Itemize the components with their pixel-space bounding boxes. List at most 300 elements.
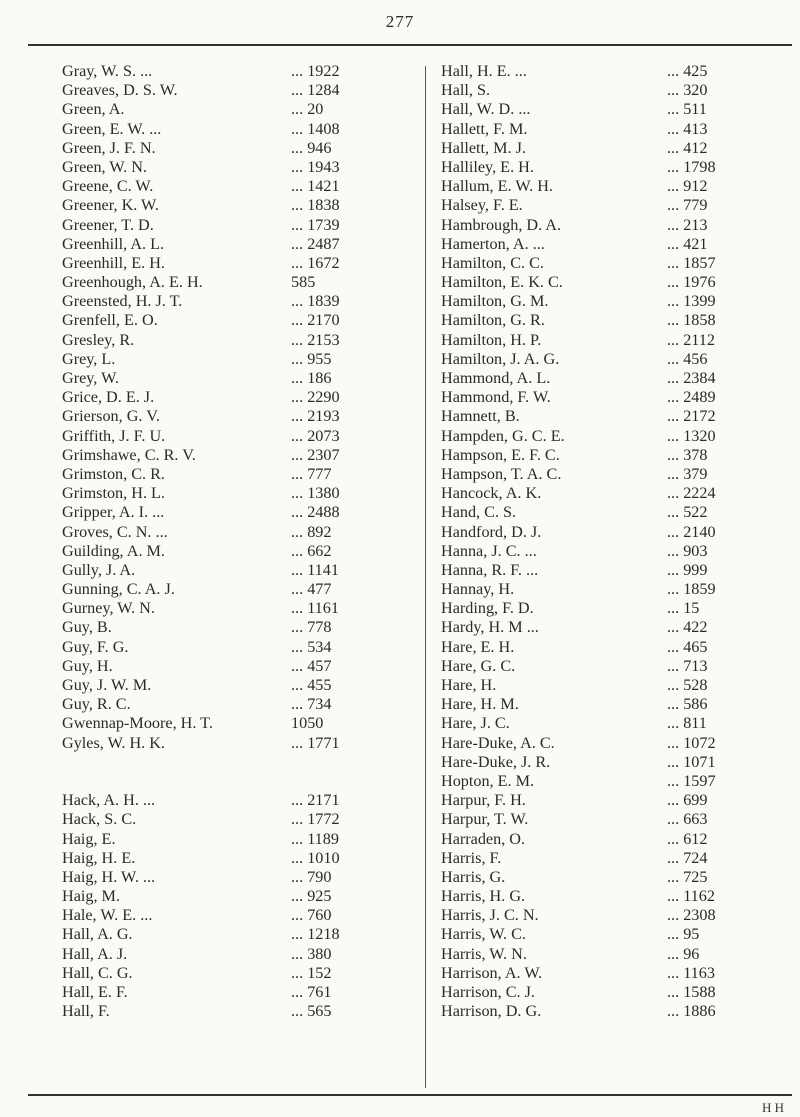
entry-name: Harrison, C. J.: [441, 983, 535, 1001]
index-entry: [62, 369, 407, 388]
entry-name: Grimshawe, C. R. V.: [62, 445, 196, 464]
index-entry: [441, 810, 781, 829]
entry-number: ... 2307: [291, 445, 340, 464]
entry-name: Harris, G.: [441, 867, 506, 886]
entry-number: ... 2073: [291, 426, 340, 445]
entry-name: Gripper, A. I. ...: [62, 503, 165, 522]
entry-number: ... 946: [291, 138, 332, 157]
index-entry: [62, 580, 407, 599]
index-entry: [441, 216, 781, 235]
entry-number: ... 565: [291, 1002, 332, 1021]
index-entry: [62, 139, 407, 158]
index-entry: [441, 695, 781, 714]
index-entry: [62, 925, 407, 944]
entry-name: Griffith, J. F. U.: [62, 426, 166, 445]
index-entry: [62, 120, 407, 139]
index-entry: [62, 734, 407, 753]
entry-number: ... 724: [667, 848, 708, 867]
entry-number: ... 412: [667, 138, 708, 157]
index-entry: [441, 311, 781, 330]
index-entry: [62, 638, 407, 657]
entry-number: ... 2172: [667, 407, 716, 426]
index-entry: [441, 561, 781, 580]
index-entry: [62, 983, 407, 1002]
entry-number: ... 477: [291, 580, 332, 599]
entry-name: Hampson, E. F. C.: [441, 445, 560, 464]
entry-name: Hare-Duke, A. C.: [441, 733, 555, 752]
index-entry: [441, 542, 781, 561]
index-entry: [441, 849, 781, 868]
entry-number: ... 1976: [667, 273, 716, 292]
entry-number: ... 1922: [291, 62, 340, 80]
entry-name: Grice, D. E. J.: [62, 388, 155, 407]
index-entry: [62, 100, 407, 119]
entry-number: ... 2112: [667, 330, 715, 349]
index-entry: [62, 196, 407, 215]
entry-number: ... 465: [667, 637, 708, 656]
entry-name: Hall, A. J.: [62, 944, 128, 963]
index-entry: [441, 964, 781, 983]
entry-number: ... 20: [291, 100, 324, 119]
bottom-rule: [28, 1094, 792, 1096]
entry-name: Grimston, H. L.: [62, 484, 165, 503]
index-entry: [62, 254, 407, 273]
entry-number: ... 777: [291, 464, 332, 483]
entry-number: ... 811: [667, 714, 707, 733]
entry-number: ... 1218: [291, 925, 340, 944]
entry-name: Hamilton, C. C.: [441, 253, 544, 272]
index-entry: [441, 1002, 781, 1021]
index-entry: [441, 369, 781, 388]
entry-name: Green, E. W. ...: [62, 119, 162, 138]
entry-name: Harris, H. G.: [441, 887, 526, 906]
entry-number: ... 379: [667, 464, 708, 483]
index-entry: [62, 523, 407, 542]
index-entry: [441, 331, 781, 350]
entry-number: ... 1408: [291, 119, 340, 138]
index-entry: [62, 753, 407, 772]
index-entry: [62, 235, 407, 254]
entry-name: Gyles, W. H. K.: [62, 733, 165, 752]
entry-number: ... 1798: [667, 157, 716, 176]
index-entry: [62, 427, 407, 446]
entry-name: Groves, C. N. ...: [62, 522, 168, 541]
entry-number: ... 925: [291, 887, 332, 906]
entry-number: ... 734: [291, 695, 332, 714]
index-entry: [62, 810, 407, 829]
entry-number: ... 15: [667, 599, 700, 618]
entry-number: ... 2487: [291, 234, 340, 253]
entry-name: Harris, W. N.: [441, 944, 527, 963]
entry-number: ... 534: [291, 637, 332, 656]
entry-name: Hamilton, E. K. C.: [441, 273, 563, 292]
entry-name: Hamilton, G. R.: [441, 311, 545, 330]
entry-number: ... 1010: [291, 848, 340, 867]
entry-number: ... 1597: [667, 771, 716, 790]
entry-name: Hall, S.: [441, 81, 491, 100]
index-entry: [62, 830, 407, 849]
index-entry: [62, 945, 407, 964]
entry-number: ... 511: [667, 100, 707, 119]
entry-number: ... 612: [667, 829, 708, 848]
entry-name: Hamilton, G. M.: [441, 292, 549, 311]
entry-number: ... 213: [667, 215, 708, 234]
entry-name: Hamerton, A. ...: [441, 234, 545, 253]
entry-number: ... 1857: [667, 253, 716, 272]
entry-number: ... 152: [291, 963, 332, 982]
entry-name: Hare, E. H.: [441, 637, 515, 656]
entry-name: Greener, K. W.: [62, 196, 159, 215]
index-entry: [441, 925, 781, 944]
entry-number: ... 586: [667, 695, 708, 714]
entry-name: Hall, F.: [62, 1002, 110, 1021]
index-entry: [62, 503, 407, 522]
entry-number: ... 1163: [667, 963, 715, 982]
entry-number: ... 2153: [291, 330, 340, 349]
entry-name: Grey, L.: [62, 349, 116, 368]
index-entry: [62, 273, 407, 292]
entry-number: ... 320: [667, 81, 708, 100]
entry-number: ... 96: [667, 944, 700, 963]
entry-name: Hall, W. D. ...: [441, 100, 531, 119]
entry-name: Handford, D. J.: [441, 522, 542, 541]
index-entry: [441, 465, 781, 484]
entry-name: Hall, C. G.: [62, 963, 133, 982]
index-entry: [62, 407, 407, 426]
entry-number: ... 1320: [667, 426, 716, 445]
entry-name: Hare, H. M.: [441, 695, 519, 714]
entry-number: ... 1858: [667, 311, 716, 330]
entry-number: ... 761: [291, 983, 332, 1001]
index-entry: [441, 177, 781, 196]
entry-number: ... 1838: [291, 196, 340, 215]
entry-name: Hallett, M. J.: [441, 138, 526, 157]
index-entry: [441, 120, 781, 139]
entry-number: ... 1284: [291, 81, 340, 100]
entry-number: ... 2170: [291, 311, 340, 330]
index-entry: [62, 714, 407, 733]
index-entry: [441, 599, 781, 618]
entry-number: ... 955: [291, 349, 332, 368]
entry-number: ... 2489: [667, 388, 716, 407]
entry-name: Guy, B.: [62, 618, 112, 637]
entry-name: Hardy, H. M ...: [441, 618, 539, 637]
entry-number: ... 2308: [667, 906, 716, 925]
index-entry: [441, 580, 781, 599]
entry-name: Harding, F. D.: [441, 599, 534, 618]
entry-number: ... 455: [291, 676, 332, 694]
entry-number: ... 903: [667, 541, 708, 560]
index-entry: [441, 292, 781, 311]
entry-number: ... 2290: [291, 388, 340, 407]
entry-number: ... 2140: [667, 522, 716, 541]
index-entry: [62, 350, 407, 369]
entry-number: ... 1588: [667, 983, 716, 1001]
index-entry: [62, 1002, 407, 1021]
entry-name: Hanna, R. F. ...: [441, 560, 539, 579]
entry-name: Harpur, T. W.: [441, 810, 529, 829]
entry-number: ... 1421: [291, 177, 340, 196]
index-entry: [441, 100, 781, 119]
index-entry: [441, 273, 781, 292]
index-entry: [441, 158, 781, 177]
entry-name: Greenhill, A. L.: [62, 234, 165, 253]
entry-name: Green, J. F. N.: [62, 138, 156, 157]
entry-number: ... 1380: [291, 484, 340, 503]
entry-name: Gresley, R.: [62, 330, 135, 349]
index-entry: [441, 830, 781, 849]
entry-name: Greenhough, A. E. H.: [62, 273, 203, 292]
entry-number: ... 699: [667, 791, 708, 810]
entry-name: Greenhill, E. H.: [62, 253, 165, 272]
right-index-column: [441, 62, 781, 1021]
entry-name: Hopton, E. M.: [441, 771, 535, 790]
entry-number: ... 425: [667, 62, 708, 80]
entry-number: ... 413: [667, 119, 708, 138]
entry-number: ... 95: [667, 925, 700, 944]
index-entry: [62, 292, 407, 311]
index-entry: [441, 62, 781, 81]
page-number: 277: [385, 12, 415, 31]
entry-name: Grimston, C. R.: [62, 464, 165, 483]
index-entry: [441, 753, 781, 772]
entry-name: Hammond, F. W.: [441, 388, 551, 407]
entry-number: ... 912: [667, 177, 708, 196]
entry-name: Gwennap-Moore, H. T.: [62, 714, 213, 733]
entry-number: ... 662: [291, 541, 332, 560]
entry-name: Hand, C. S.: [441, 503, 517, 522]
entry-name: Gunning, C. A. J.: [62, 580, 175, 599]
entry-name: Guy, J. W. M.: [62, 676, 152, 694]
entry-number: ... 186: [291, 369, 332, 387]
entry-name: Hall, E. F.: [62, 983, 128, 1001]
entry-name: Harrison, D. G.: [441, 1002, 542, 1021]
entry-number: ... 2193: [291, 407, 340, 426]
index-entry: [441, 427, 781, 446]
entry-name: Hampson, T. A. C.: [441, 464, 562, 483]
index-entry: [62, 216, 407, 235]
entry-name: Hare, J. C.: [441, 714, 510, 733]
entry-name: Hare, H.: [441, 676, 497, 694]
index-entry: [441, 983, 781, 1002]
index-entry: [441, 446, 781, 465]
index-entry: [441, 657, 781, 676]
entry-number: ... 1399: [667, 292, 716, 311]
entry-number: ... 1672: [291, 253, 340, 272]
entry-name: Gurney, W. N.: [62, 599, 155, 618]
entry-number: ... 1189: [291, 829, 339, 848]
index-entry: [62, 62, 407, 81]
entry-name: Hamilton, H. P.: [441, 330, 542, 349]
entry-name: Harraden, O.: [441, 829, 526, 848]
index-entry: [62, 772, 407, 791]
index-entry: [62, 542, 407, 561]
entry-name: Greensted, H. J. T.: [62, 292, 183, 311]
index-entry: [62, 791, 407, 810]
index-entry: [62, 484, 407, 503]
entry-number: ... 528: [667, 676, 708, 694]
entry-name: Guy, R. C.: [62, 695, 131, 714]
index-entry: [62, 849, 407, 868]
entry-name: Haig, M.: [62, 887, 120, 906]
column-divider: [425, 66, 426, 1088]
entry-name: Hare, G. C.: [441, 656, 516, 675]
index-entry: [441, 484, 781, 503]
entry-number: ... 760: [291, 906, 332, 925]
entry-name: Hallum, E. W. H.: [441, 177, 553, 196]
index-entry: [441, 350, 781, 369]
entry-number: ... 1943: [291, 157, 340, 176]
entry-name: Hale, W. E. ...: [62, 906, 153, 925]
entry-name: Hall, H. E. ...: [441, 62, 527, 80]
index-entry: [62, 618, 407, 637]
entry-number: ... 713: [667, 656, 708, 675]
entry-number: ... 1772: [291, 810, 340, 829]
entry-number: ... 2224: [667, 484, 716, 503]
index-entry: [62, 331, 407, 350]
entry-number: ... 2171: [291, 791, 340, 810]
entry-number: ... 1739: [291, 215, 340, 234]
entry-name: Hannay, H.: [441, 580, 515, 599]
entry-number: ... 725: [667, 867, 708, 886]
entry-name: Greene, C. W.: [62, 177, 154, 196]
entry-number: ... 421: [667, 234, 708, 253]
index-entry: [62, 695, 407, 714]
entry-name: Hambrough, D. A.: [441, 215, 562, 234]
entry-name: Hamnett, B.: [441, 407, 520, 426]
entry-number: ... 2384: [667, 369, 716, 387]
entry-name: Harrison, A. W.: [441, 963, 543, 982]
index-entry: [441, 868, 781, 887]
entry-name: Harris, W. C.: [441, 925, 526, 944]
entry-name: Haig, H. E.: [62, 848, 136, 867]
index-entry: [441, 235, 781, 254]
entry-number: ... 422: [667, 618, 708, 637]
index-entry: [441, 714, 781, 733]
entry-name: Haig, H. W. ...: [62, 867, 156, 886]
entry-name: Hack, S. C.: [62, 810, 137, 829]
index-entry: [441, 503, 781, 522]
entry-number: ... 1839: [291, 292, 340, 311]
index-entry: [441, 734, 781, 753]
index-entry: [62, 81, 407, 100]
entry-number: ... 2488: [291, 503, 340, 522]
index-entry: [62, 158, 407, 177]
entry-name: Green, A.: [62, 100, 125, 119]
index-entry: [62, 887, 407, 906]
entry-name: Guy, H.: [62, 656, 113, 675]
entry-number: ... 522: [667, 503, 708, 522]
index-entry: [441, 618, 781, 637]
index-entry: [441, 945, 781, 964]
index-entry: [62, 906, 407, 925]
index-entry: [441, 791, 781, 810]
entry-number: ... 457: [291, 656, 332, 675]
entry-name: Halliley, E. H.: [441, 157, 534, 176]
index-entry: [62, 561, 407, 580]
index-entry: [62, 388, 407, 407]
entry-name: Hack, A. H. ...: [62, 791, 156, 810]
entry-number: ... 1886: [667, 1002, 716, 1021]
top-rule: [28, 44, 792, 46]
index-entry: [62, 964, 407, 983]
entry-name: Hancock, A. K.: [441, 484, 542, 503]
index-entry: [441, 407, 781, 426]
index-entry: [62, 599, 407, 618]
entry-name: Hare-Duke, J. R.: [441, 752, 551, 771]
entry-number: ... 380: [291, 944, 332, 963]
entry-number: ... 999: [667, 560, 708, 579]
entry-name: Halsey, F. E.: [441, 196, 523, 215]
entry-name: Greaves, D. S. W.: [62, 81, 178, 100]
index-entry: [62, 465, 407, 484]
entry-name: Haig, E.: [62, 829, 116, 848]
entry-number: ... 1161: [291, 599, 339, 618]
index-entry: [441, 772, 781, 791]
index-entry: [441, 196, 781, 215]
entry-number: ... 1859: [667, 580, 716, 599]
entry-number: ... 378: [667, 445, 708, 464]
entry-number: ... 790: [291, 867, 332, 886]
entry-number: ... 892: [291, 522, 332, 541]
entry-number: ... 1162: [667, 887, 715, 906]
entry-number: ... 778: [291, 618, 332, 637]
entry-name: Harpur, F. H.: [441, 791, 526, 810]
index-entry: [441, 254, 781, 273]
index-entry: [441, 887, 781, 906]
entry-number: ... 456: [667, 349, 708, 368]
entry-name: Gully, J. A.: [62, 560, 136, 579]
index-entry: [441, 676, 781, 695]
entry-number: ... 663: [667, 810, 708, 829]
entry-name: Hanna, J. C. ...: [441, 541, 537, 560]
entry-name: Hammond, A. L.: [441, 369, 551, 387]
entry-name: Guy, F. G.: [62, 637, 129, 656]
entry-number: ... 1141: [291, 560, 339, 579]
entry-name: Gray, W. S. ...: [62, 62, 153, 80]
entry-name: Hamilton, J. A. G.: [441, 349, 560, 368]
entry-number: 1050: [291, 714, 324, 733]
index-entry: [62, 868, 407, 887]
entry-number: ... 1072: [667, 733, 716, 752]
index-entry: [62, 676, 407, 695]
index-entry: [62, 311, 407, 330]
entry-name: Guilding, A. M.: [62, 541, 165, 560]
entry-number: ... 1771: [291, 733, 340, 752]
left-index-column: [62, 62, 407, 1021]
entry-name: Grierson, G. V.: [62, 407, 160, 426]
entry-name: Hampden, G. C. E.: [441, 426, 565, 445]
entry-name: Greener, T. D.: [62, 215, 154, 234]
entry-name: Hall, A. G.: [62, 925, 133, 944]
entry-number: ... 779: [667, 196, 708, 215]
index-entry: [441, 81, 781, 100]
entry-name: Hallett, F. M.: [441, 119, 528, 138]
index-entry: [62, 177, 407, 196]
signature-mark: H H: [762, 1100, 785, 1115]
index-entry: [441, 388, 781, 407]
index-entry: [441, 638, 781, 657]
index-entry: [62, 657, 407, 676]
index-entry: [441, 139, 781, 158]
entry-name: Green, W. N.: [62, 157, 147, 176]
entry-name: Grey, W.: [62, 369, 119, 387]
entry-name: Harris, F.: [441, 848, 502, 867]
entry-name: Harris, J. C. N.: [441, 906, 539, 925]
index-entry: [441, 523, 781, 542]
entry-number: 585: [291, 273, 316, 292]
index-entry: [441, 906, 781, 925]
